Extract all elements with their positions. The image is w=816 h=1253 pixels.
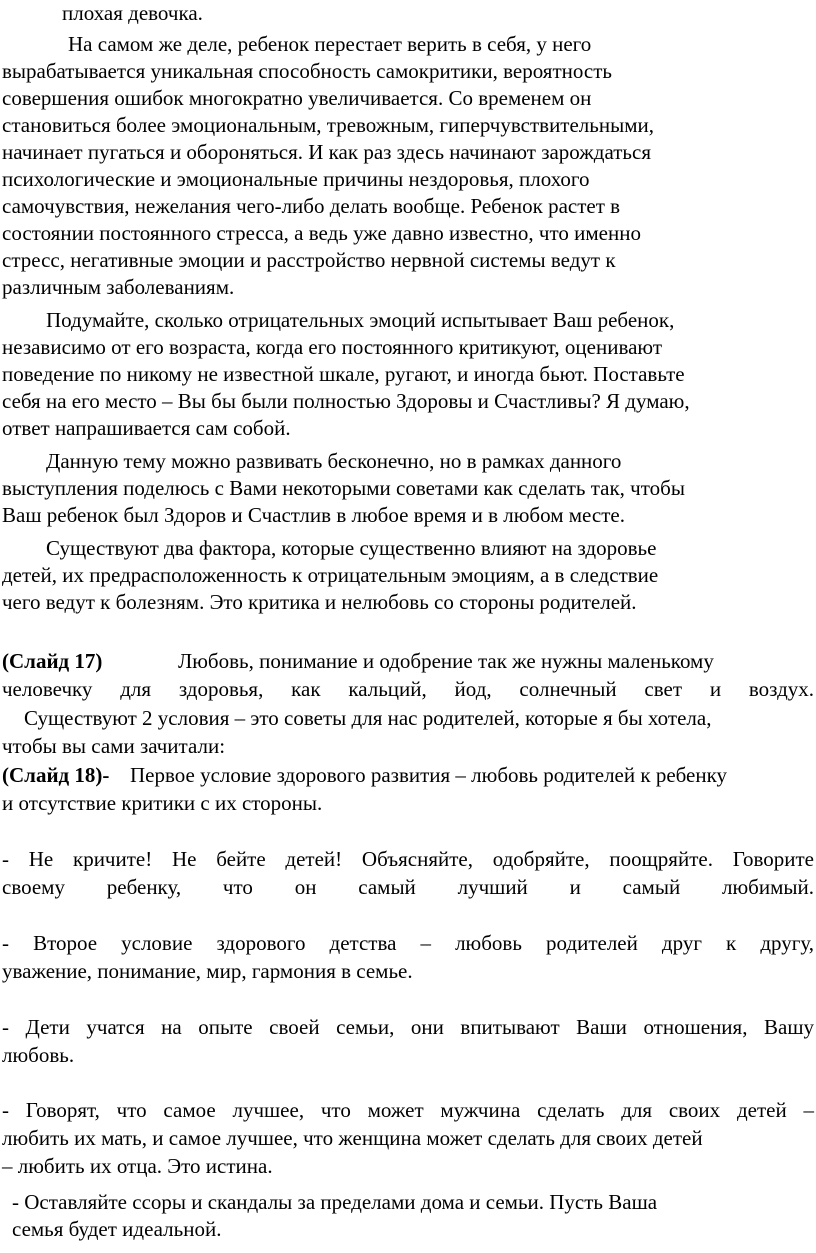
text-line: человечку для здоровья, как кальций, йод, солнечный свет и воздух. (2, 677, 814, 701)
text-line: начинает пугаться и обороняться. И как раз здесь начинают зарождаться (2, 140, 651, 164)
list-item: - Второе условие здорового детства – любовь родителей друг к другу, (2, 931, 814, 955)
list-item: уважение, понимание, мир, гармония в семье. (2, 959, 413, 983)
text-line: состоянии постоянного стресса, а ведь уже давно известно, что именно (2, 221, 641, 245)
text-line: себя на его место – Вы бы были полностью Здоровы и Счастливы? Я думаю, (2, 389, 690, 413)
text-line: Ваш ребенок был Здоров и Счастлив в любое время и в любом месте. (2, 503, 625, 527)
text-line: чего ведут к болезням. Это критика и нелюбовь со стороны родителей. (2, 590, 637, 614)
text-line: вырабатывается уникальная способность самокритики, вероятность (2, 59, 612, 83)
text-line: плохая девочка. (62, 1, 203, 25)
list-item: - Не кричите! Не бейте детей! Объясняйте, одобряйте, поощряйте. Говорите (2, 847, 814, 871)
text-line: самочувствия, нежелания чего-либо делать вообще. Ребенок растет в (2, 194, 621, 218)
text-line: Существуют два фактора, которые существенно влияют на здоровье (46, 536, 657, 560)
text-line: чтобы вы сами зачитали: (2, 734, 226, 758)
list-item: - Дети учатся на опыте своей семьи, они впитывают Ваши отношения, Вашу (2, 1015, 814, 1039)
text-line: стресс, негативные эмоции и расстройство нервной системы ведут к (2, 248, 616, 272)
text-line: Подумайте, сколько отрицательных эмоций испытывает Ваш ребенок, (46, 308, 675, 332)
slide-17-label: (Слайд 17) (2, 649, 103, 673)
text-line: выступления поделюсь с Вами некоторыми советами как сделать так, чтобы (2, 476, 685, 500)
text-line: детей, их предрасположенность к отрицательным эмоциям, а в следствие (2, 563, 659, 587)
list-item: любовь. (2, 1043, 75, 1067)
text-line: психологические и эмоциональные причины нездоровья, плохого (2, 167, 590, 191)
list-item: - Говорят, что самое лучшее, что может мужчина сделать для своих детей – (2, 1098, 814, 1122)
text-line: Данную тему можно развивать бесконечно, но в рамках данного (46, 449, 622, 473)
text-line: На самом же деле, ребенок перестает верить в себя, у него (68, 32, 592, 56)
text-line: совершения ошибок многократно увеличивается. Со временем он (2, 86, 592, 110)
list-item: своему ребенку, что он самый лучший и самый любимый. (2, 875, 814, 899)
text-line: и отсутствие критики с их стороны. (2, 791, 323, 815)
text-line: становиться более эмоциональным, тревожным, гиперчувствительными, (2, 113, 654, 137)
text-line: ответ напрашивается сам собой. (2, 416, 291, 440)
text-line: независимо от его возраста, когда его постоянного критикуют, оценивают (2, 335, 662, 359)
text-line: поведение по никому не известной шкале, ругают, и иногда бьют. Поставьте (2, 362, 685, 386)
list-item: семья будет идеальной. (12, 1217, 222, 1241)
text-line: Любовь, понимание и одобрение так же нужны маленькому (178, 649, 714, 673)
list-item: – любить их отца. Это истина. (2, 1154, 273, 1178)
text-line: различным заболеваниям. (2, 275, 235, 299)
list-item: - Оставляйте ссоры и скандалы за пределами дома и семьи. Пусть Ваша (12, 1190, 658, 1214)
slide-18-label: (Слайд 18)- (2, 763, 110, 787)
list-item: любить их мать, и самое лучшее, что женщина может сделать для своих детей (2, 1126, 703, 1150)
text-line: Существуют 2 условия – это советы для нас родителей, которые я бы хотела, (24, 706, 712, 730)
text-line: Первое условие здорового развития – любовь родителей к ребенку (130, 763, 728, 787)
